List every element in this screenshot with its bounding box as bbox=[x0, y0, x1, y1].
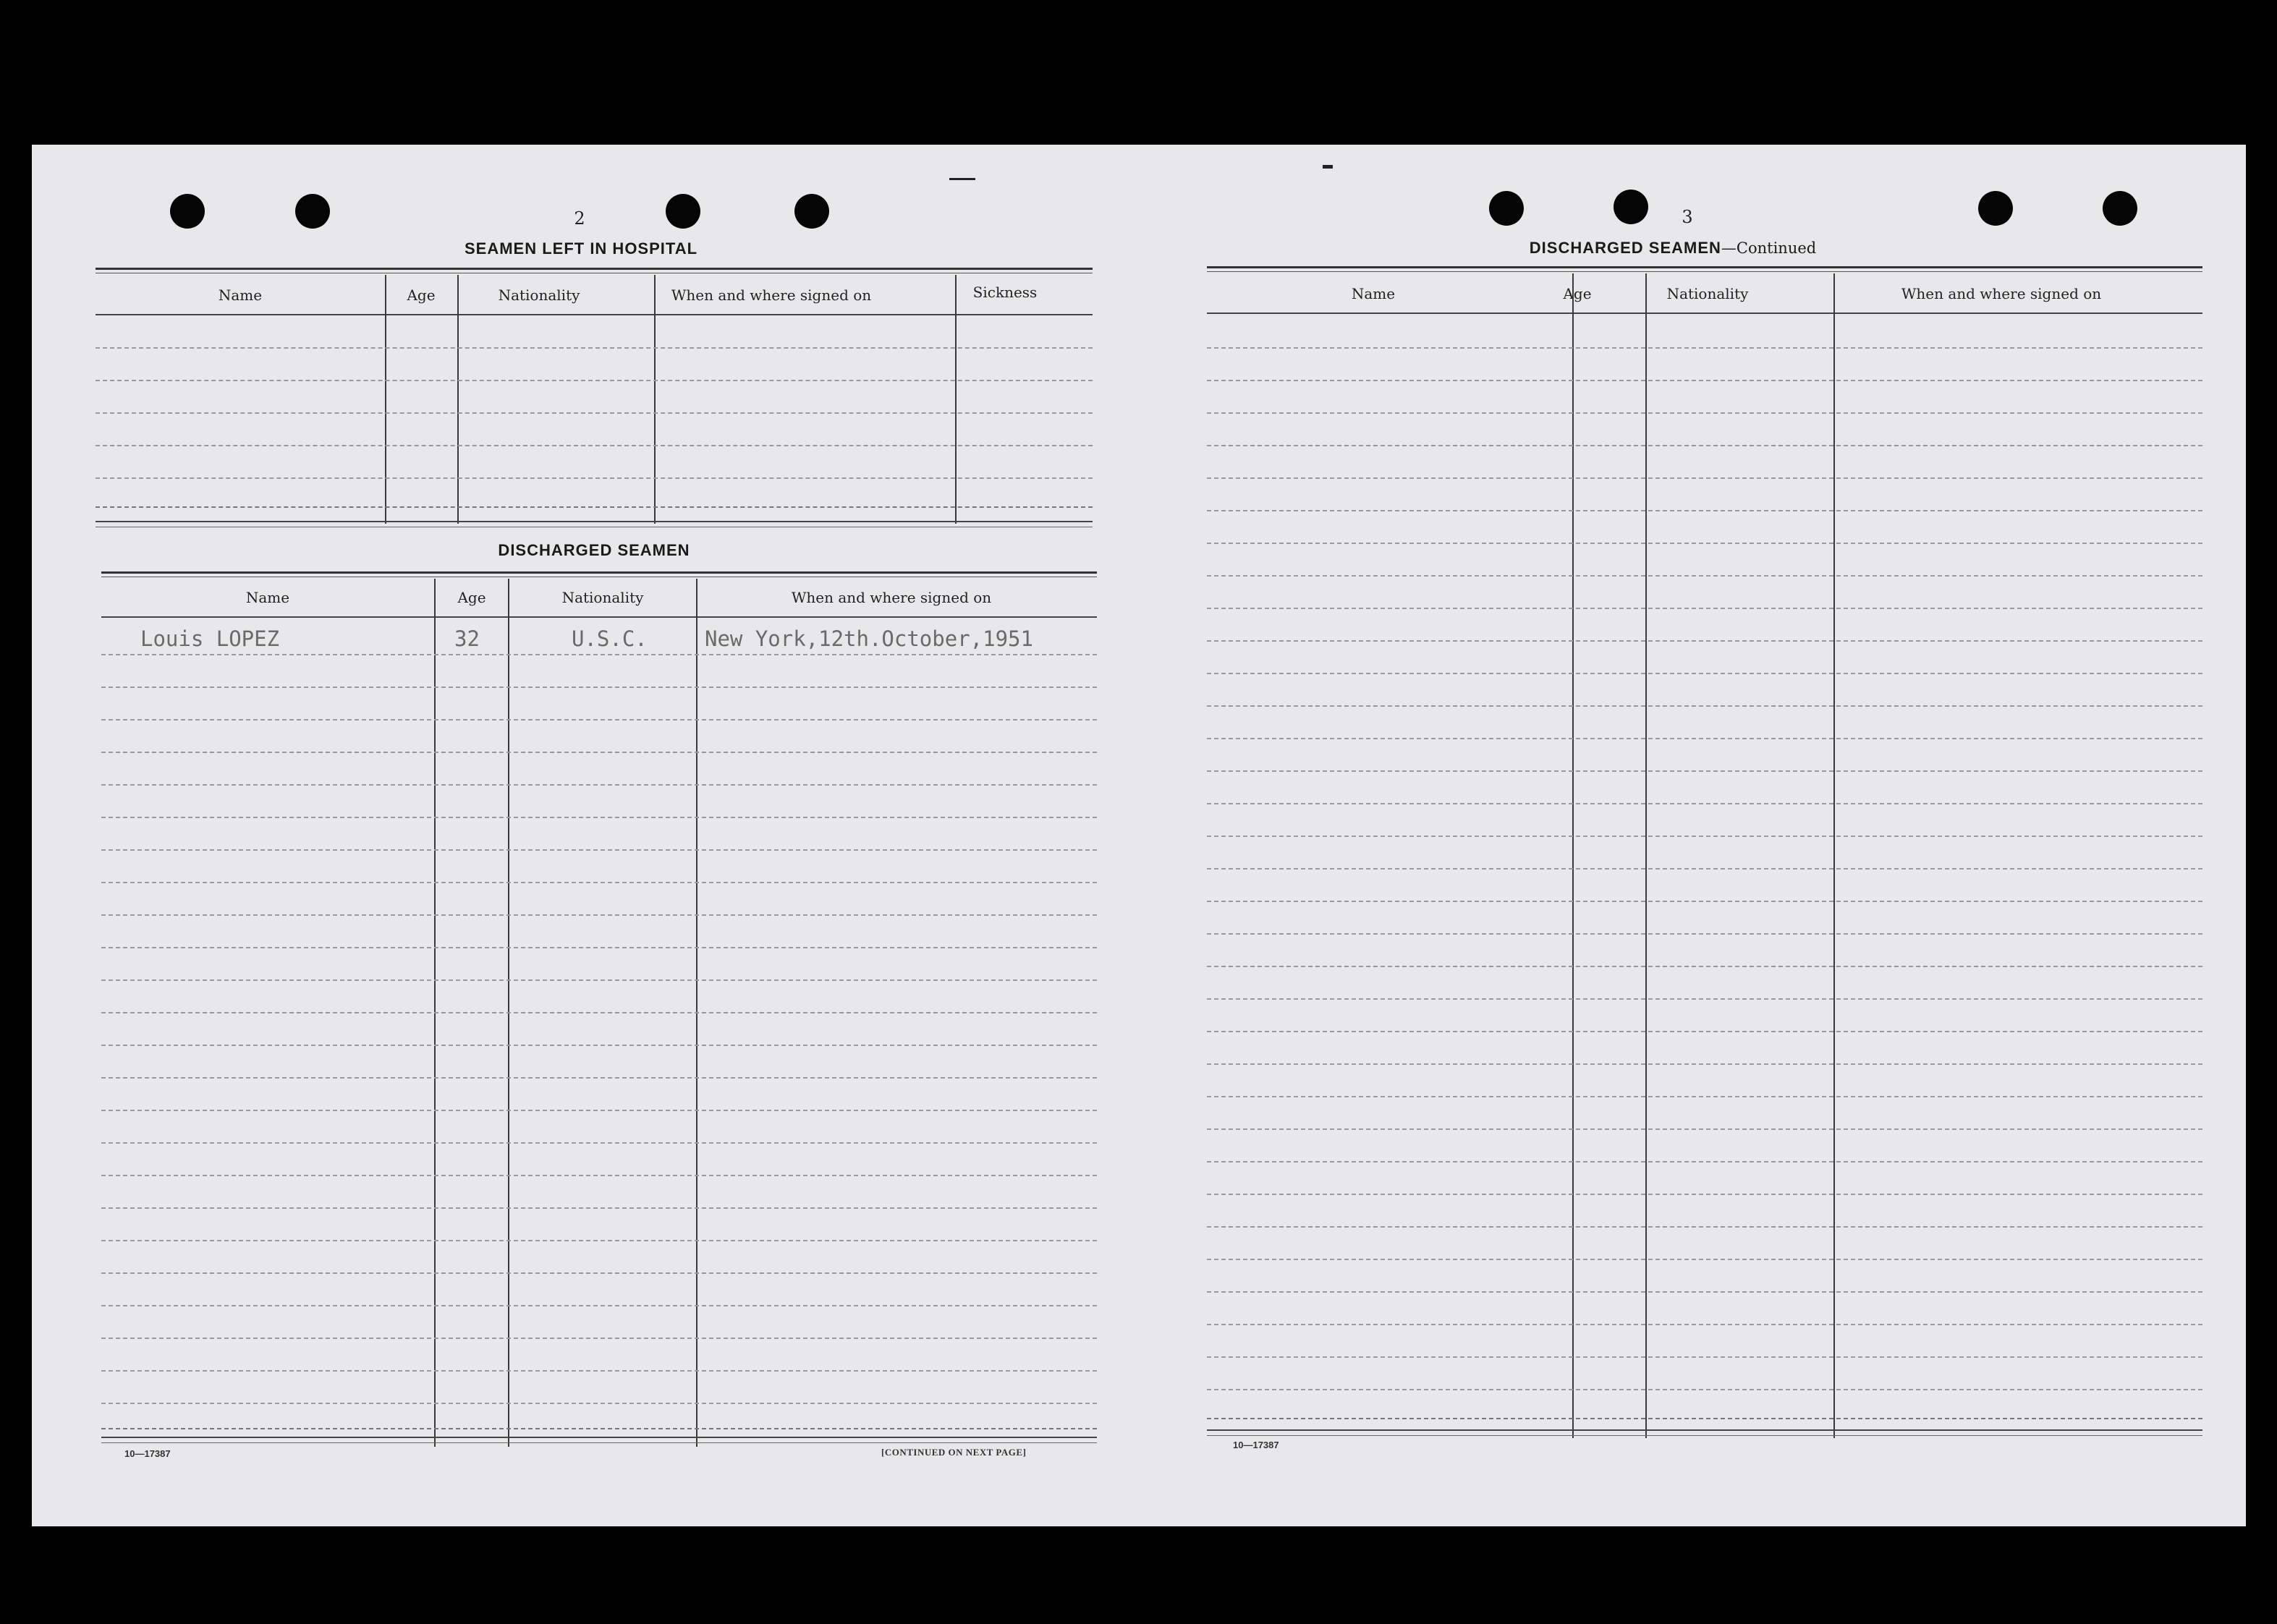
hospital-section-title: SEAMEN LEFT IN HOSPITAL bbox=[464, 239, 698, 258]
page-number-left: 2 bbox=[574, 208, 585, 229]
stray-mark bbox=[949, 178, 975, 180]
discharged-header-name: Name bbox=[245, 589, 290, 606]
discharged-table bbox=[101, 571, 1097, 1454]
punch-hole bbox=[295, 194, 330, 229]
hospital-header-nationality: Nationality bbox=[498, 286, 580, 304]
discharged-header-nationality: Nationality bbox=[561, 589, 644, 606]
seaman-age: 32 bbox=[454, 626, 480, 651]
continued-header-age: Age bbox=[1563, 285, 1592, 302]
page-number-right: 3 bbox=[1682, 207, 1693, 227]
continued-header-name: Name bbox=[1351, 285, 1396, 302]
document-sheet bbox=[32, 145, 2246, 1526]
continued-header-signed-on: When and where signed on bbox=[1901, 285, 2102, 302]
form-number-right: 10—17387 bbox=[1233, 1440, 1279, 1450]
hospital-header-age: Age bbox=[407, 286, 436, 304]
punch-hole bbox=[1978, 191, 2013, 226]
seaman-signed-on: New York,12th.October,1951 bbox=[705, 626, 1033, 651]
discharged-continued-title-suffix: —Continued bbox=[1721, 239, 1817, 257]
punch-hole bbox=[666, 194, 700, 229]
stray-mark bbox=[1323, 165, 1333, 169]
hospital-header-sickness: Sickness bbox=[972, 284, 1038, 301]
punch-hole bbox=[1614, 190, 1648, 224]
discharged-continued-title bbox=[1530, 239, 1816, 258]
discharged-header-signed-on: When and where signed on bbox=[791, 589, 992, 606]
hospital-header-name: Name bbox=[218, 286, 263, 304]
punch-hole bbox=[170, 194, 205, 229]
form-number-left: 10—17387 bbox=[124, 1448, 171, 1459]
discharged-continued-table bbox=[1207, 266, 2202, 1453]
punch-hole bbox=[794, 194, 829, 229]
seaman-name: Louis LOPEZ bbox=[140, 626, 280, 651]
discharged-continued-title-main: DISCHARGED SEAMEN bbox=[1529, 239, 1721, 257]
punch-hole bbox=[1489, 191, 1524, 226]
continued-note: [CONTINUED ON NEXT PAGE] bbox=[881, 1447, 1027, 1458]
discharged-section-title: DISCHARGED SEAMEN bbox=[498, 541, 690, 559]
punch-hole bbox=[2103, 191, 2137, 226]
continued-header-nationality: Nationality bbox=[1666, 285, 1749, 302]
seaman-nationality: U.S.C. bbox=[572, 626, 648, 651]
hospital-header-signed-on: When and where signed on bbox=[671, 286, 872, 304]
discharged-header-age: Age bbox=[457, 589, 486, 606]
